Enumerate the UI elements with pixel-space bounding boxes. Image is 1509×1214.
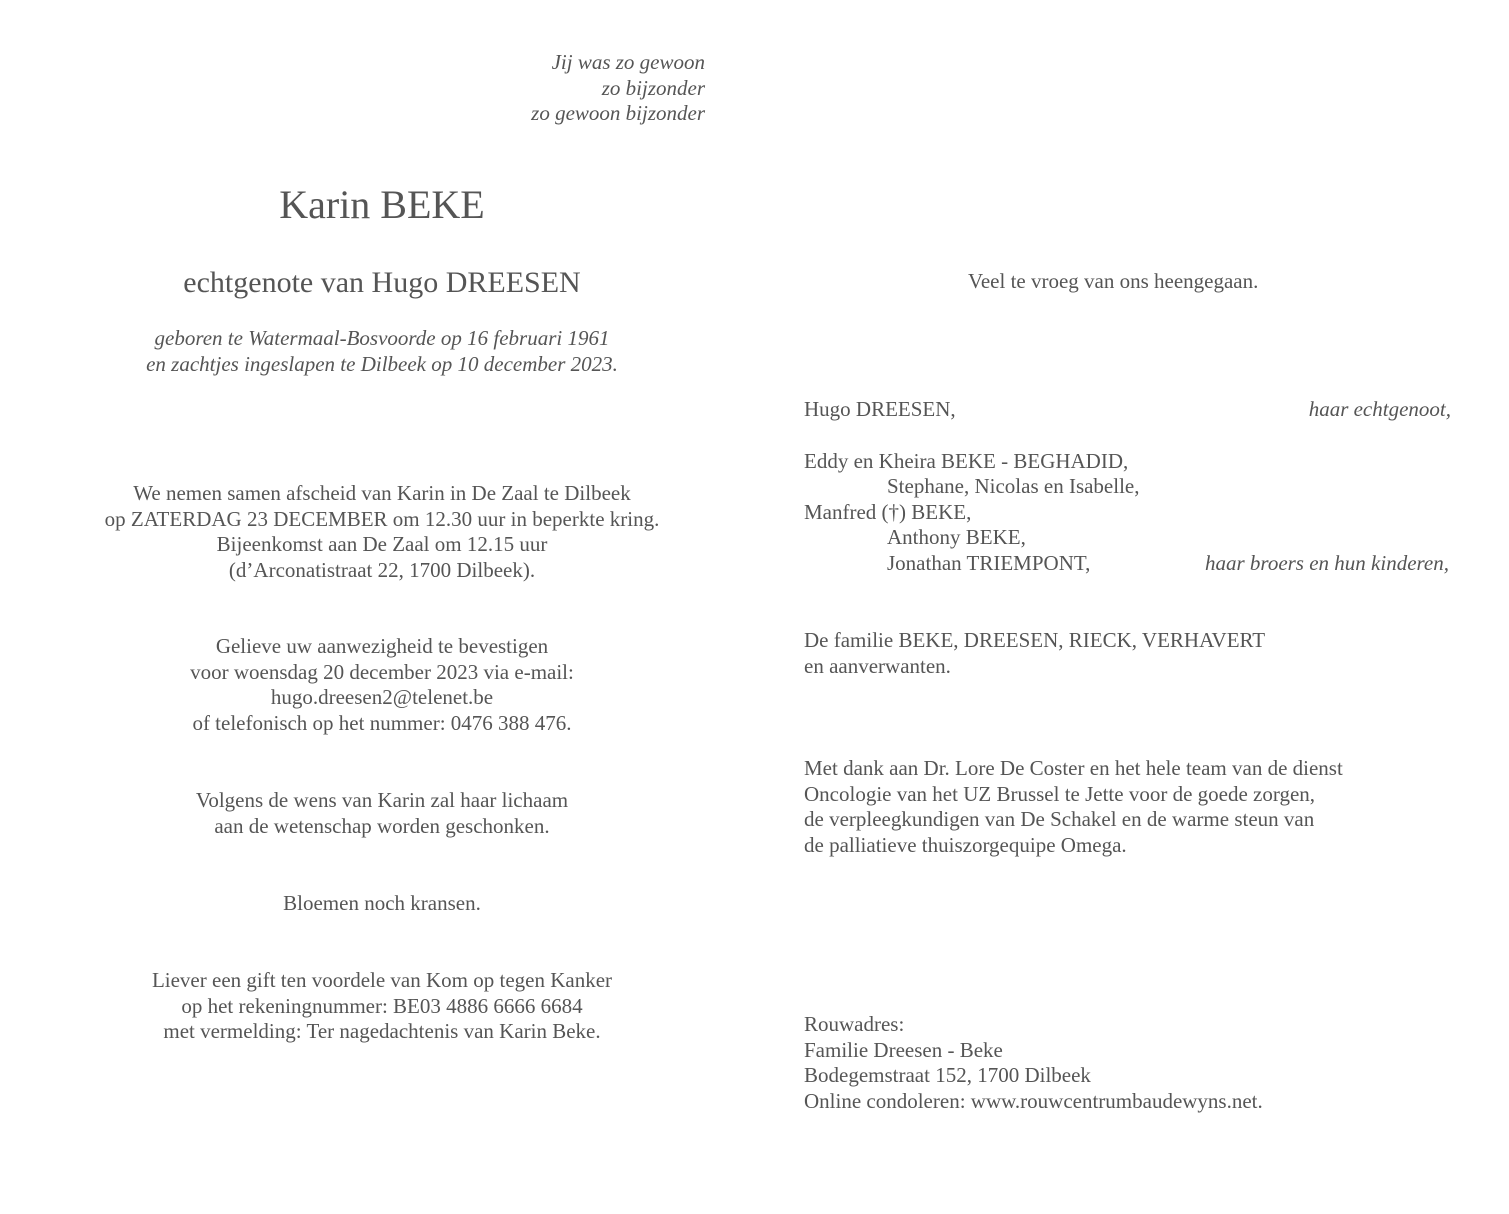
farewell-line: op ZATERDAG 23 DECEMBER om 12.30 uur in beperkte kring. bbox=[104, 506, 660, 531]
relatives-line: en aanverwanten. bbox=[804, 653, 951, 678]
family-line: Anthony BEKE, bbox=[887, 525, 1026, 549]
relatives-line: De familie BEKE, DREESEN, RIECK, VERHAVERT bbox=[804, 628, 1266, 652]
thanks-line: de palliatieve thuiszorgequipe Omega. bbox=[804, 832, 1127, 857]
poem bbox=[531, 50, 705, 127]
farewell-block bbox=[0, 481, 764, 583]
deceased-name: Karin BEKE bbox=[279, 182, 485, 227]
science-line: aan de wetenschap worden geschonken. bbox=[214, 813, 550, 838]
thanks-block bbox=[804, 756, 1343, 858]
flowers-note: Bloemen noch kransen. bbox=[283, 891, 481, 915]
gift-line: op het rekeningnummer: BE03 4886 6666 6684 bbox=[181, 993, 583, 1018]
confirm-email: hugo.dreesen2@telenet.be bbox=[270, 685, 494, 709]
family-role: haar broers en hun kinderen, bbox=[1205, 551, 1449, 575]
gift-block bbox=[0, 968, 764, 1045]
intro-line: Veel te vroeg van ons heengegaan. bbox=[968, 269, 1259, 293]
farewell-line: (d’Arconatistraat 22, 1700 Dilbeek). bbox=[228, 557, 536, 582]
address-block bbox=[804, 1012, 1263, 1114]
farewell-line: Bijeenkomst aan De Zaal om 12.15 uur bbox=[216, 532, 548, 556]
family-line: Manfred (†) BEKE, bbox=[804, 500, 972, 524]
confirm-line: voor woensdag 20 december 2023 via e-mail: bbox=[190, 659, 574, 684]
spouse-line: echtgenote van Hugo DREESEN bbox=[183, 266, 581, 299]
address-heading: Rouwadres: bbox=[804, 1012, 905, 1036]
husband-role: haar echtgenoot, bbox=[1308, 397, 1451, 421]
farewell-line: We nemen samen afscheid van Karin in De Zaal te Dilbeek bbox=[133, 481, 631, 505]
thanks-line: Met dank aan Dr. Lore De Coster en het hele team van de dienst bbox=[804, 756, 1343, 780]
death-line: en zachtjes ingeslapen te Dilbeek op 10 december 2023. bbox=[146, 351, 618, 376]
birth-death-dates bbox=[0, 326, 764, 377]
science-block bbox=[0, 788, 764, 839]
family-line: Eddy en Kheira BEKE - BEGHADID, bbox=[804, 449, 1129, 473]
confirm-phone: of telefonisch op het nummer: 0476 388 476. bbox=[192, 710, 572, 735]
poem-line: Jij was zo gewoon bbox=[551, 50, 705, 74]
confirm-block bbox=[0, 634, 764, 736]
poem-line: zo bijzonder bbox=[601, 75, 705, 100]
poem-line: zo gewoon bijzonder bbox=[531, 101, 705, 125]
thanks-line: Oncologie van het UZ Brussel te Jette voor de goede zorgen, bbox=[804, 781, 1316, 806]
address-line: Familie Dreesen - Beke bbox=[804, 1037, 1003, 1062]
confirm-line: Gelieve uw aanwezigheid te bevestigen bbox=[215, 634, 549, 658]
thanks-line: de verpleegkundigen van De Schakel en de warme steun van bbox=[804, 807, 1315, 831]
address-line: Bodegemstraat 152, 1700 Dilbeek bbox=[804, 1063, 1091, 1087]
condolence-link: Online condoleren: www.rouwcentrumbaudewyns.net. bbox=[804, 1088, 1263, 1113]
husband-name: Hugo DREESEN, bbox=[804, 397, 956, 421]
gift-line: met vermelding: Ter nagedachtenis van Karin Beke. bbox=[163, 1019, 601, 1043]
birth-line: geboren te Watermaal-Bosvoorde op 16 februari 1961 bbox=[154, 326, 610, 350]
science-line: Volgens de wens van Karin zal haar lichaam bbox=[195, 788, 569, 812]
gift-line: Liever een gift ten voordele van Kom op tegen Kanker bbox=[151, 968, 613, 992]
family-line: Jonathan TRIEMPONT, bbox=[887, 551, 1091, 575]
relatives-block bbox=[804, 628, 1265, 679]
family-line: Stephane, Nicolas en Isabelle, bbox=[887, 474, 1140, 498]
